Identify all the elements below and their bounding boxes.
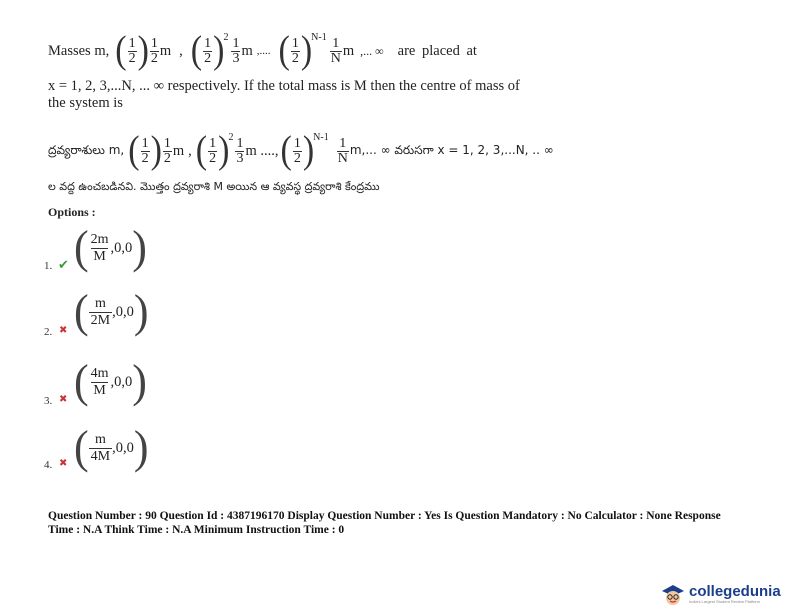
cross-icon: ✖ xyxy=(59,325,68,336)
logo-tagline: India's Largest Student Review Platform xyxy=(689,599,761,604)
question-en-prefix: Masses m, xyxy=(48,42,110,59)
cross-icon: ✖ xyxy=(59,394,68,405)
option-2[interactable]: 2. ✖ ( $\frac{m}{2M}$ ,0,0 ) xyxy=(44,285,149,338)
question-te-line2: ల వద్ద ఉంచబడినవి. మొత్తం ద్రవ్యరాశి M అయిన ఆ వ్యవస్థ ద్రవ్యరాశి కేంద్రము xyxy=(48,180,380,193)
option-1[interactable]: 1. ✔ ( $\frac{2m}{M}$ ,0,0 ) xyxy=(44,221,147,274)
check-icon: ✔ xyxy=(58,258,69,273)
term-half-m: ( $\frac{1}{2}$ ) $\frac{1}{2}$ m xyxy=(115,29,172,72)
te-term-half-m: ( $\frac{1}{2}$ ) $\frac{1}{2}$ m xyxy=(128,129,185,172)
logo-text: collegedunia xyxy=(689,583,781,600)
question-en-line2: x = 1, 2, 3,...N, ... ∞ respectively. If the total mass is M then the centre of mass of xyxy=(48,78,520,94)
option-number: 3. xyxy=(44,395,53,407)
question-te-line1: ద్రవ్యరాశులు m, ( $\frac{1}{2}$ ) $\frac{1}{2}$ m , ( $\frac{1}{2}$ ) 2 $\frac{1}{3}$ m ...., ( $\frac{1}{2}$ ) N-1 $\frac{1}{N}$ m,... ∞ వరుసగా x = 1, 2, 3,...N, .. ∞ xyxy=(48,129,554,172)
collegedunia-logo xyxy=(660,582,781,606)
option-number: 1. xyxy=(44,260,53,272)
te-term-half-pow-n: ( $\frac{1}{2}$ ) N-1 $\frac{1}{N}$ xyxy=(280,129,348,172)
question-en-line1: Masses m, ( $\frac{1}{2}$ ) $\frac{1}{2}$ m , ( $\frac{1}{2}$ ) 2 $\frac{1}{3}$ m ,.... ( $\frac{1}{2}$ ) N-1 $\frac{1}{N}$ m ,... ∞ are placed at xyxy=(48,29,477,72)
question-meta-line2: Time : N.A Think Time : N.A Minimum Instruction Time : 0 xyxy=(48,524,345,536)
option-number: 4. xyxy=(44,459,53,471)
option-number: 2. xyxy=(44,326,53,338)
question-en-line3: the system is xyxy=(48,95,123,111)
term-half-pow-n-m: ( $\frac{1}{2}$ ) N-1 $\frac{1}{N}$ m xyxy=(278,29,355,72)
options-heading: Options : xyxy=(48,205,96,219)
option-4[interactable]: 4. ✖ ( $\frac{m}{4M}$ ,0,0 ) xyxy=(44,421,149,474)
mascot-icon xyxy=(660,582,686,606)
te-term-half-sq-third: ( $\frac{1}{2}$ ) 2 $\frac{1}{3}$ m ...., xyxy=(195,129,279,172)
option-3[interactable]: 3. ✖ ( $\frac{4m}{M}$ ,0,0 ) xyxy=(44,355,147,408)
cross-icon: ✖ xyxy=(59,458,68,469)
term-half-sq-third-m: ( $\frac{1}{2}$ ) 2 $\frac{1}{3}$ m xyxy=(190,29,253,72)
question-meta-line1: Question Number : 90 Question Id : 4387196170 Display Question Number : Yes Is Question Mandatory : No Calculator : None Response xyxy=(48,510,721,522)
question-te-prefix: ద్రవ్యరాశులు m, xyxy=(48,142,125,157)
